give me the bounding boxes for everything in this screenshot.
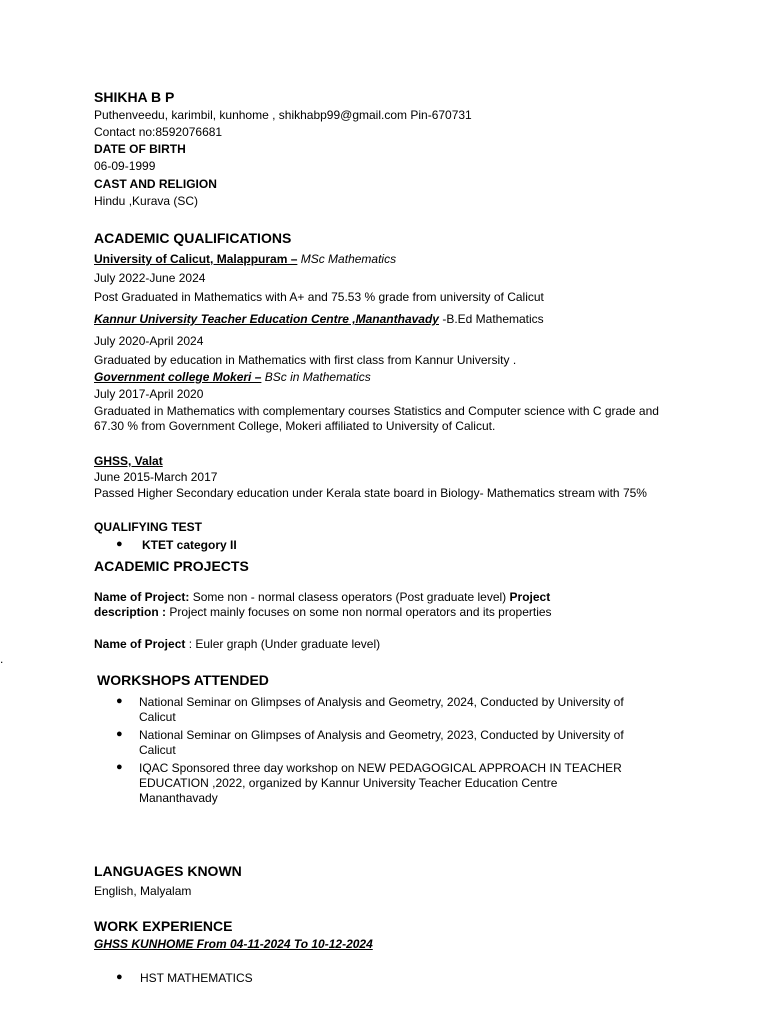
project-1-name: Some non - normal clasess operators (Post graduate level) [189, 590, 510, 604]
dob-value: 06-09-1999 [94, 159, 156, 173]
academic-heading: ACADEMIC QUALIFICATIONS [94, 230, 292, 246]
edu-hss-detail: Passed Higher Secondary education under Kerala state board in Biology- Mathematics stream with 75% [94, 486, 647, 500]
edu-msc-title [94, 252, 396, 267]
contact-line: Contact no:8592076681 [94, 125, 223, 139]
languages-text: English, Malyalam [94, 884, 192, 898]
work-heading: WORK EXPERIENCE [94, 918, 233, 934]
project-1 [94, 590, 594, 620]
edu-msc-period: July 2022-June 2024 [94, 271, 206, 285]
edu-bsc-title [94, 370, 371, 385]
candidate-name: SHIKHA B P [94, 89, 175, 105]
edu-bed-detail: Graduated by education in Mathematics with first class from Kannur University . [94, 353, 517, 367]
bullet-icon: ● [116, 971, 123, 983]
workshop-item-3: IQAC Sponsored three day workshop on NEW PEDAGOGICAL APPROACH IN TEACHER EDUCATION ,2022, organized by Kannur University Teacher Education Centre Mananthavady [139, 761, 622, 805]
stray-dot: . [0, 652, 4, 666]
edu-bed-course: -B.Ed Mathematics [438, 312, 544, 326]
qualifying-label: QUALIFYING TEST [94, 520, 202, 534]
bullet-icon: ● [116, 761, 123, 773]
project-2-label: Name of Project [94, 637, 186, 651]
workshop-item-2: National Seminar on Glimpses of Analysis and Geometry, 2023, Conducted by University of Calicut [139, 728, 624, 757]
work-item: HST MATHEMATICS [140, 971, 253, 985]
edu-bsc-detail: Graduated in Mathematics with complementary courses Statistics and Computer science with C grade and 67.30 % from Government College, Mokeri affiliated to University of Calicut. [94, 404, 659, 433]
languages-heading: LANGUAGES KNOWN [94, 863, 242, 879]
edu-msc-institution: University of Calicut, Malappuram – [94, 252, 298, 266]
bullet-icon: ● [116, 538, 123, 550]
edu-bed-title [94, 312, 544, 327]
workshop-item-1: National Seminar on Glimpses of Analysis and Geometry, 2024, Conducted by University of Calicut [139, 695, 624, 724]
project-2-name: : Euler graph (Under graduate level) [185, 637, 381, 651]
cast-value: Hindu ,Kurava (SC) [94, 194, 199, 208]
address-line: Puthenveedu, karimbil, kunhome , shikhabp99@gmail.com Pin-670731 [94, 108, 472, 122]
cast-label: CAST AND RELIGION [94, 177, 217, 191]
bullet-icon: ● [116, 695, 123, 707]
edu-bsc-period: July 2017-April 2020 [94, 387, 204, 401]
edu-msc-course: MSc Mathematics [297, 252, 397, 266]
bullet-icon: ● [116, 728, 123, 740]
edu-bsc-institution: Government college Mokeri – [94, 370, 262, 384]
project-2 [94, 637, 380, 652]
workshops-heading: WORKSHOPS ATTENDED [97, 672, 269, 688]
edu-bed-institution: Kannur University Teacher Education Centre ,Mananthavady [94, 312, 439, 326]
dob-label: DATE OF BIRTH [94, 142, 186, 156]
edu-bsc-course: BSc in Mathematics [261, 370, 371, 384]
project-1-desc-label: Project description : [94, 590, 551, 619]
edu-msc-detail: Post Graduated in Mathematics with A+ and 75.53 % grade from university of Calicut [94, 290, 544, 304]
projects-heading: ACADEMIC PROJECTS [94, 558, 249, 574]
qualifying-item: KTET category II [142, 538, 237, 552]
edu-hss-period: June 2015-March 2017 [94, 470, 218, 484]
project-1-label: Name of Project: [94, 590, 190, 604]
project-1-desc: Project mainly focuses on some non normal operators and its properties [166, 605, 552, 619]
edu-bed-period: July 2020-April 2024 [94, 334, 204, 348]
edu-hss-institution: GHSS, Valat [94, 454, 163, 468]
work-place: GHSS KUNHOME From 04-11-2024 To 10-12-2024 [94, 937, 373, 951]
